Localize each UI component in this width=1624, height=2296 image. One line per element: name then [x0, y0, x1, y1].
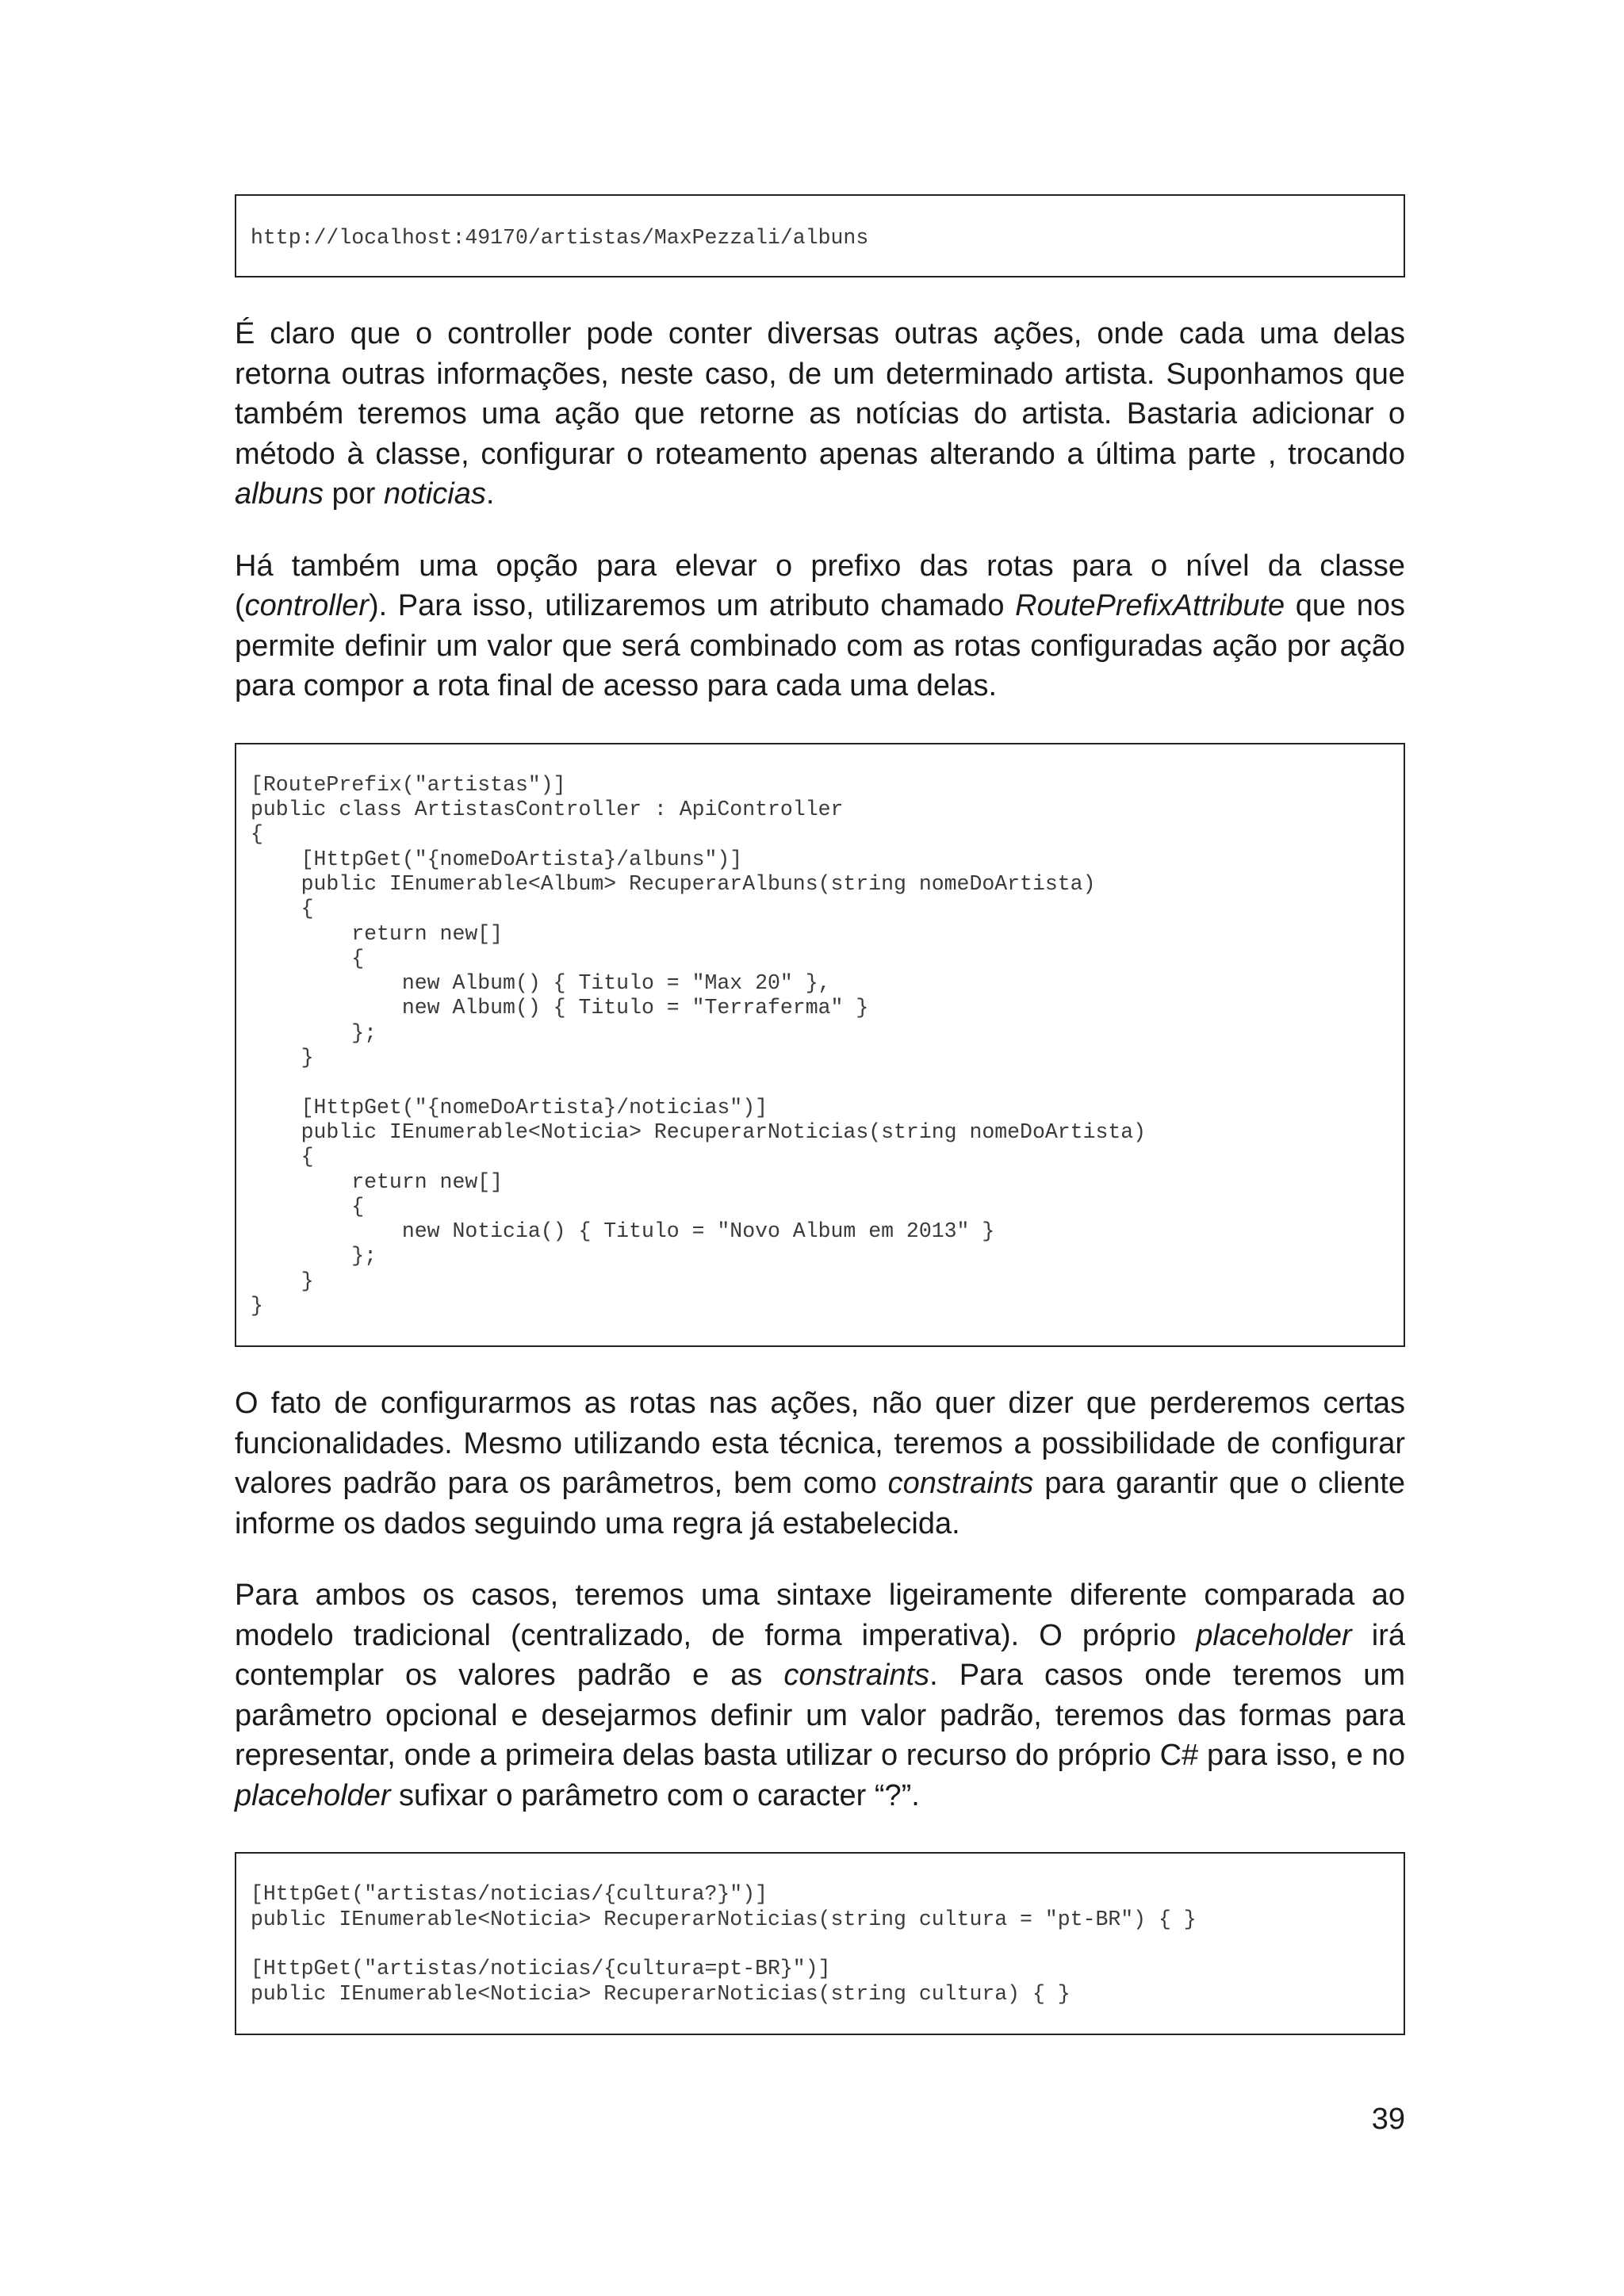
paragraph-3-emphasis-1: constraints	[887, 1467, 1034, 1501]
paragraph-4-emphasis-3: placeholder	[235, 1778, 391, 1812]
paragraph-3	[235, 1383, 1405, 1544]
page-number: 39	[1371, 2103, 1405, 2136]
paragraph-4	[235, 1575, 1405, 1816]
paragraph-1-text-1: É claro que o controller pode conter diversas outras ações, onde cada uma delas retorna outras informações, neste caso, de um determinado artista. Suponhamos que também teremos uma ação que retorne as notícias do artista. Bastaria adicionar o método à classe, configurar o roteamento apenas alterando a última parte , trocando	[235, 317, 1405, 471]
code-block-default-values-text: [HttpGet("artistas/noticias/{cultura?}")] public IEnumerable<Noticia> RecuperarNoticias(string cultura = "pt-BR") { } [HttpGet("artistas/noticias/{cultura=pt-BR}")] public IEnumerable<Noticia> RecuperarNoticias(string cultura) { }	[251, 1882, 1197, 2006]
code-block-controller	[235, 743, 1405, 1348]
paragraph-2	[235, 546, 1405, 706]
paragraph-2-emphasis-2: RoutePrefixAttribute	[1015, 589, 1285, 623]
code-block-default-values	[235, 1852, 1405, 2034]
paragraph-4-emphasis-2: constraints	[783, 1659, 930, 1693]
paragraph-1-text-3: .	[485, 477, 495, 511]
url-code-box	[235, 194, 1405, 277]
paragraph-1-emphasis-1: albuns	[235, 477, 324, 511]
paragraph-4-text-2: irá contemplar os valores padrão e as	[235, 1618, 1405, 1693]
paragraph-1-text-2: por	[323, 477, 385, 511]
paragraph-4-text-4: sufixar o parâmetro com o caracter “?”.	[390, 1778, 920, 1812]
paragraph-1-emphasis-2: noticias	[384, 477, 486, 511]
paragraph-2-text-1: Há também uma opção para elevar o prefixo das rotas para o nível da classe (	[235, 549, 1405, 623]
paragraph-3-text-2: para garantir que o cliente informe os dados seguindo uma regra já estabelecida.	[235, 1467, 1405, 1540]
url-code: http://localhost:49170/artistas/MaxPezzali/albuns	[251, 226, 869, 250]
paragraph-3-text-1: O fato de configurarmos as rotas nas ações, não quer dizer que perderemos certas funcionalidades. Mesmo utilizando esta técnica, teremos a possibilidade de configurar valores padrão para os parâmetros, bem como	[235, 1387, 1405, 1501]
paragraph-4-text-1: Para ambos os casos, teremos uma sintaxe ligeiramente diferente comparada ao modelo tradicional (centralizado, de forma imperativa). O próprio	[235, 1578, 1405, 1652]
paragraph-2-emphasis-1: controller	[244, 589, 369, 623]
paragraph-2-text-3: que nos permite definir um valor que será combinado com as rotas configuradas ação por ação para compor a rota final de acesso para cada uma delas.	[235, 589, 1405, 703]
code-block-controller-text: [RoutePrefix("artistas")] public class ArtistasController : ApiController { [HttpGet("{nomeDoArtista}/albuns")] public IEnumerable<Album> RecuperarAlbuns(string nomeDoArtista) { return new[] { new Album() { Titulo = "Max 20" }, new Album() { Titulo = "Terraferma" } }; } [HttpGet("{nomeDoArtista}/noticias")] public IEnumerable<Noticia> RecuperarNoticias(string nomeDoArtista) { return new[] { new Noticia() { Titulo = "Novo Album em 2013" } }; } }	[251, 772, 1147, 1318]
paragraph-4-emphasis-1: placeholder	[1196, 1618, 1352, 1652]
page-content	[235, 194, 1405, 2035]
paragraph-4-text-3: . Para casos onde teremos um parâmetro opcional e desejarmos definir um valor padrão, teremos das formas para representar, onde a primeira delas basta utilizar o recurso do próprio C# para isso, e no	[235, 1659, 1406, 1773]
paragraph-2-text-2: ). Para isso, utilizaremos um atributo chamado	[368, 589, 1016, 623]
paragraph-1	[235, 314, 1405, 515]
